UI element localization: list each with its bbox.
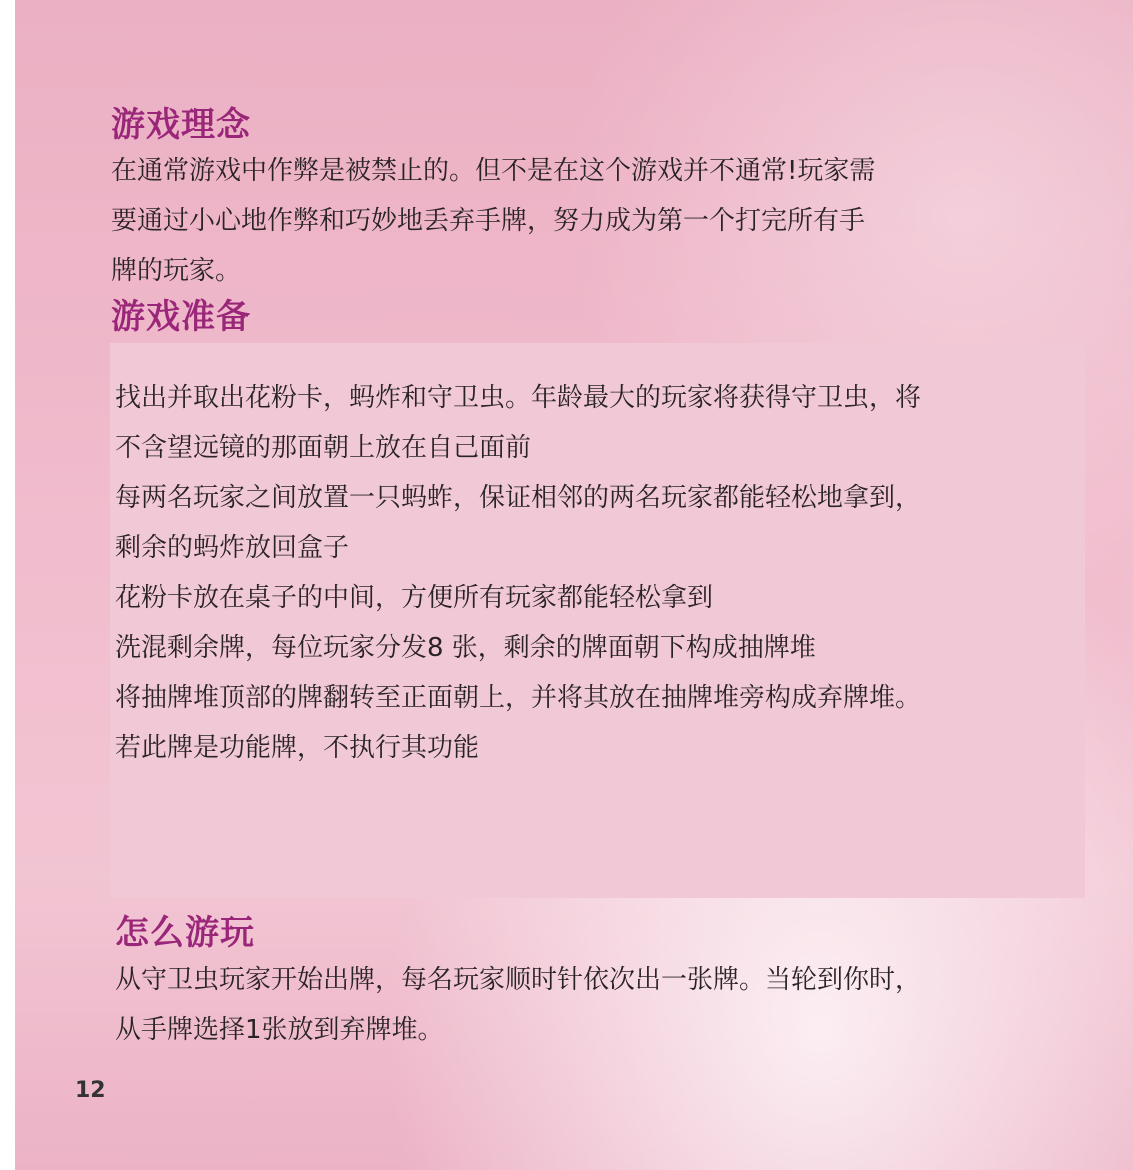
manual-page [15, 0, 1133, 1170]
concept-line: 在通常游戏中作弊是被禁止的。但不是在这个游戏并不通常!玩家需 [111, 156, 876, 186]
setup-line: 洗混剩余牌，每位玩家分发8 张，剩余的牌面朝下构成抽牌堆 [115, 633, 816, 663]
concept-heading: 游戏理念 [111, 105, 251, 145]
howto-paragraph [115, 955, 921, 1055]
concept-line: 牌的玩家。 [111, 256, 242, 286]
concept-paragraph [111, 146, 875, 296]
setup-heading: 游戏准备 [111, 297, 251, 337]
howto-line: 从守卫虫玩家开始出牌，每名玩家顺时针依次出一张牌。当轮到你时， [115, 965, 922, 995]
howto-line: 从手牌选择1张放到弃牌堆。 [115, 1015, 444, 1045]
setup-paragraph [115, 373, 921, 773]
setup-line: 若此牌是功能牌，不执行其功能 [115, 733, 480, 763]
setup-line: 每两名玩家之间放置一只蚂蚱，保证相邻的两名玩家都能轻松地拿到， [115, 483, 922, 513]
page-number: 12 [75, 1078, 106, 1103]
setup-line: 不含望远镜的那面朝上放在自己面前 [115, 433, 532, 463]
setup-line: 找出并取出花粉卡，蚂炸和守卫虫。年龄最大的玩家将获得守卫虫，将 [115, 383, 922, 413]
howto-heading: 怎么游玩 [115, 913, 255, 953]
setup-line: 将抽牌堆顶部的牌翻转至正面朝上，并将其放在抽牌堆旁构成弃牌堆。 [115, 683, 922, 713]
concept-line: 要通过小心地作弊和巧妙地丢弃手牌，努力成为第一个打完所有手 [111, 206, 866, 236]
setup-line: 剩余的蚂炸放回盒子 [115, 533, 350, 563]
setup-line: 花粉卡放在桌子的中间，方便所有玩家都能轻松拿到 [115, 583, 714, 613]
